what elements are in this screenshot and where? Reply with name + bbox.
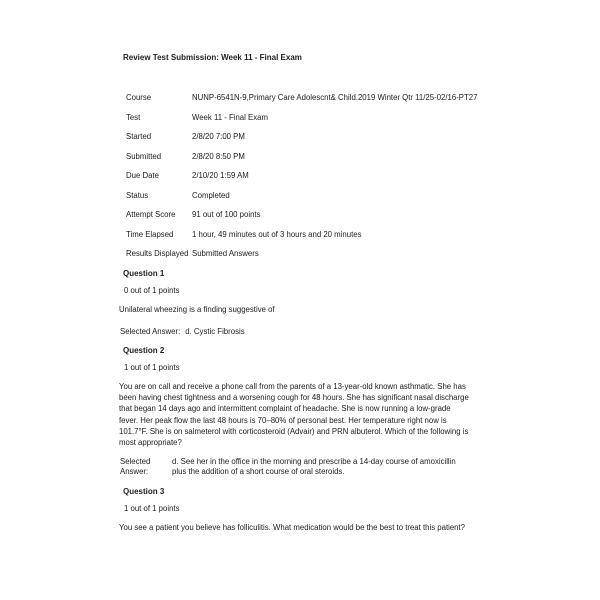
summary-label: Time Elapsed xyxy=(126,229,174,239)
question-title: Question 1 xyxy=(123,268,165,278)
text-line: You see a patient you believe has folliculitis. What medication would be the best to treat this patient? xyxy=(119,523,466,533)
document-title: Review Test Submission: Week 11 - Final Exam xyxy=(123,53,302,62)
selected-answer xyxy=(120,326,488,337)
summary-label: Due Date xyxy=(126,171,159,180)
submission-summary-table xyxy=(126,92,488,268)
summary-value: 2/8/20 7:00 PM xyxy=(192,132,245,141)
summary-label: Test xyxy=(126,112,141,122)
summary-label: Attempt Score xyxy=(126,210,176,219)
document-content xyxy=(118,52,488,533)
question-text xyxy=(119,381,488,449)
summary-value: 2/8/20 8:50 PM xyxy=(192,151,245,161)
question-title: Question 3 xyxy=(123,487,165,497)
question-text xyxy=(119,304,488,315)
question-2-section xyxy=(118,345,488,478)
answer-label-line: Answer: xyxy=(120,467,149,477)
summary-label: Started xyxy=(126,132,152,141)
summary-value: 1 hour, 49 minutes out of 3 hours and 20 minutes xyxy=(192,229,362,239)
question-1-section xyxy=(118,268,488,337)
answer-text: d. Cystic Fibrosis xyxy=(185,326,245,336)
question-points: 0 out of 1 points xyxy=(124,285,180,295)
summary-value: NUNP-6541N-9,Primary Care Adolescnt& Child.2019 Winter Qtr 11/25-02/16-PT27 xyxy=(192,93,478,102)
answer-text-line: plus the addition of a short course of oral steroids. xyxy=(172,467,345,477)
text-line: that began 14 days ago and intermittent complaint of headache. She is now running a low-grade xyxy=(119,404,451,414)
summary-value: 2/10/20 1:59 AM xyxy=(192,171,249,180)
summary-row-test xyxy=(126,112,488,132)
question-points: 1 out of 1 points xyxy=(124,504,180,514)
question-title: Question 2 xyxy=(123,345,165,355)
answer-text-line: d. See her in the office in the morning and prescribe a 14-day course of amoxicillin xyxy=(172,456,456,466)
question-3-section xyxy=(118,486,488,533)
summary-value: 91 out of 100 points xyxy=(192,210,261,219)
answer-label: Selected Answer: xyxy=(120,326,181,336)
answer-text xyxy=(172,457,456,479)
text-line: most appropriate? xyxy=(119,438,182,448)
summary-row-started xyxy=(126,131,488,151)
answer-label xyxy=(120,457,172,479)
answer-label-line: Selected xyxy=(120,456,151,466)
summary-row-submitted xyxy=(126,151,488,171)
text-line: been having chest tightness and a worsening cough for 48 hours. She has significant nasal discharge xyxy=(119,393,469,403)
summary-label: Results Displayed xyxy=(126,249,189,258)
summary-row-attempt-score xyxy=(126,209,488,229)
text-line: You are on call and receive a phone call from the parents of a 13-year-old known asthmatic. She has xyxy=(119,381,466,391)
summary-value: Submitted Answers xyxy=(192,249,259,258)
summary-row-course xyxy=(126,92,488,112)
question-text xyxy=(119,522,488,533)
text-line: 101.7°F. She is on salmeterol with corticosteroid (Advair) and PRN albuterol. Which of the following is xyxy=(119,426,469,436)
text-line: fever. Her peak flow the last 48 hours is 70–80% of personal best. Her temperature right now is xyxy=(119,415,447,425)
summary-label: Course xyxy=(126,93,152,102)
text-line: Unilateral wheezing is a finding suggestive of xyxy=(119,304,275,314)
summary-row-time-elapsed xyxy=(126,229,488,249)
summary-row-status xyxy=(126,190,488,210)
summary-row-results-displayed xyxy=(126,248,488,268)
question-points: 1 out of 1 points xyxy=(124,362,180,372)
selected-answer xyxy=(120,457,488,479)
summary-value: Completed xyxy=(192,190,230,200)
summary-value: Week 11 - Final Exam xyxy=(192,112,268,122)
summary-label: Submitted xyxy=(126,151,162,161)
summary-label: Status xyxy=(126,190,149,200)
summary-row-due-date xyxy=(126,170,488,190)
